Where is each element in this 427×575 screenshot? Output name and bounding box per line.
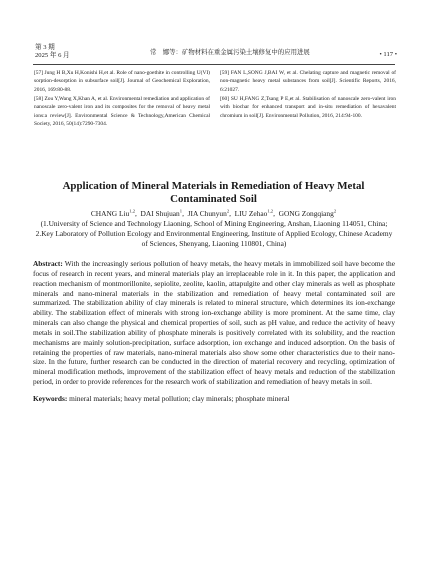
header-rule: [33, 64, 395, 65]
page-number: • 117 •: [379, 51, 397, 58]
author-name: DAI Shujuan: [140, 209, 180, 218]
author-affiliation-mark: 2: [226, 208, 230, 214]
author-affiliation-mark: 1,2: [129, 208, 135, 214]
header-issue: 第 3 期: [35, 44, 55, 51]
keywords-label: Keywords:: [33, 394, 68, 403]
keywords-text: mineral materials; heavy metal pollution; clay minerals; phosphate mineral: [69, 394, 290, 403]
reference-item: [60] SU H,FANG Z,Tsang P E,et al. Stabilisation of nanoscale zero-valent iron with biochar for enhanced transport and in-situ remediation of hexavalent chromium in soil[J]. Environmental Pollution, 2016, 214:94-100.: [220, 96, 396, 119]
references-left-column: [34, 69, 210, 129]
running-title: 常 娜等：矿物材料在重金属污染土壤修复中的应用进展: [150, 49, 310, 56]
references-right-column: [220, 69, 396, 121]
author-list: CHANG Liu$^{1,2}$, DAI Shujuan$^1$, JIA Chunyun$^2$, LIU Zehao$^{1,2}$, GONG Zongqiang$^2$: [90, 208, 337, 218]
reference-item: [57] Jung H B,Xu H,Konishi H,et al. Role of nano-goethite in controlling U(VI) sorption-desorption in subsurface soil[J]. Journal of Geochemical Exploration, 2016, 169:80-88.: [34, 70, 210, 93]
author-affiliation-mark: 1: [179, 208, 183, 214]
author-name: JIA Chunyun: [187, 209, 227, 218]
header-date: 2025 年 6 月: [35, 52, 70, 60]
reference-item: [58] Zou Y,Wang X,Khan A, et al. Environmental remediation and application of nanoscale zero-valent iron and its composites for the removal of heavy metal ions:a review[J]. Environmental Science & Technology,American Chemical Society, 2016, 50(14):7290-7304.: [34, 96, 210, 127]
abstract: [33, 259, 395, 387]
affiliations: (1.University of Science and Technology Liaoning, School of Mining Engineering, Anshan, Liaoning 114051, China; 2.Key Laboratory of Pollution Ecology and Environmental Engineering, Institute of Applied Ecology, Chinese Academy of Sciences, Shenyang, Liaoning 110801, China): [35, 219, 393, 248]
author-affiliation-mark: 1,2: [267, 208, 274, 214]
author-affiliation-mark: 2: [333, 208, 337, 214]
author-name: CHANG Liu: [90, 209, 130, 218]
author-name: GONG Zongqiang: [278, 209, 334, 218]
paper-title: Application of Mineral Materials in Remediation of Heavy Metal Contaminated Soil: [62, 180, 365, 205]
author-name: LIU Zehao: [234, 209, 268, 218]
header-issue-block: [35, 44, 95, 60]
abstract-text: With the increasingly serious pollution of heavy metals, the heavy metals in immobilized soil have become the focus of research in recent years, and mineral materials play an irreplaceable role in it. In this paper, the application and reaction mechanism of montmorillonite, sepiolite, zeolite, kaolin, attapulgite and other clay minerals as well as phosphate minerals and nano-mineral materials in the stabilization and remediation of heavy metal contaminated soil are summarized. The stabilization ability of clay minerals is related to mineral structure, which determines its ion-exchange ability. The stabilization effect of minerals with strong ion-exchange ability is more prominent. At the same time, clay minerals can also change the physical and chemical properties of soil, such as pH value, and reduce the activity of heavy metals in soil.The stabilization ability of phosphate minerals is positively correlated with its solubility, and the reaction mechanisms are mainly solution-precipitation, surface adsorption, ion exchange and induced adsorption. On the basis of retaining the properties of raw materials, nano-mineral materials also show some other characteristics due to their nano-size. In the future, further research can be conducted in the direction of material recovery and recycling, optimization of mineral modification methods, improvement of the stabilization effect of heavy metals and reduction of the stabilization period, in order to provide references for the research work of stabilization and remediation of heavy metals in soil.: [33, 259, 395, 387]
abstract-label: Abstract:: [33, 259, 63, 268]
keywords: [33, 394, 395, 404]
reference-item: [59] FAN L,SONG J,BAI W, et al. Chelating capture and magnetic removal of non-magnetic heavy metal substances from soil[J]. Scientific Reports, 2016, 6:21027.: [220, 70, 396, 93]
